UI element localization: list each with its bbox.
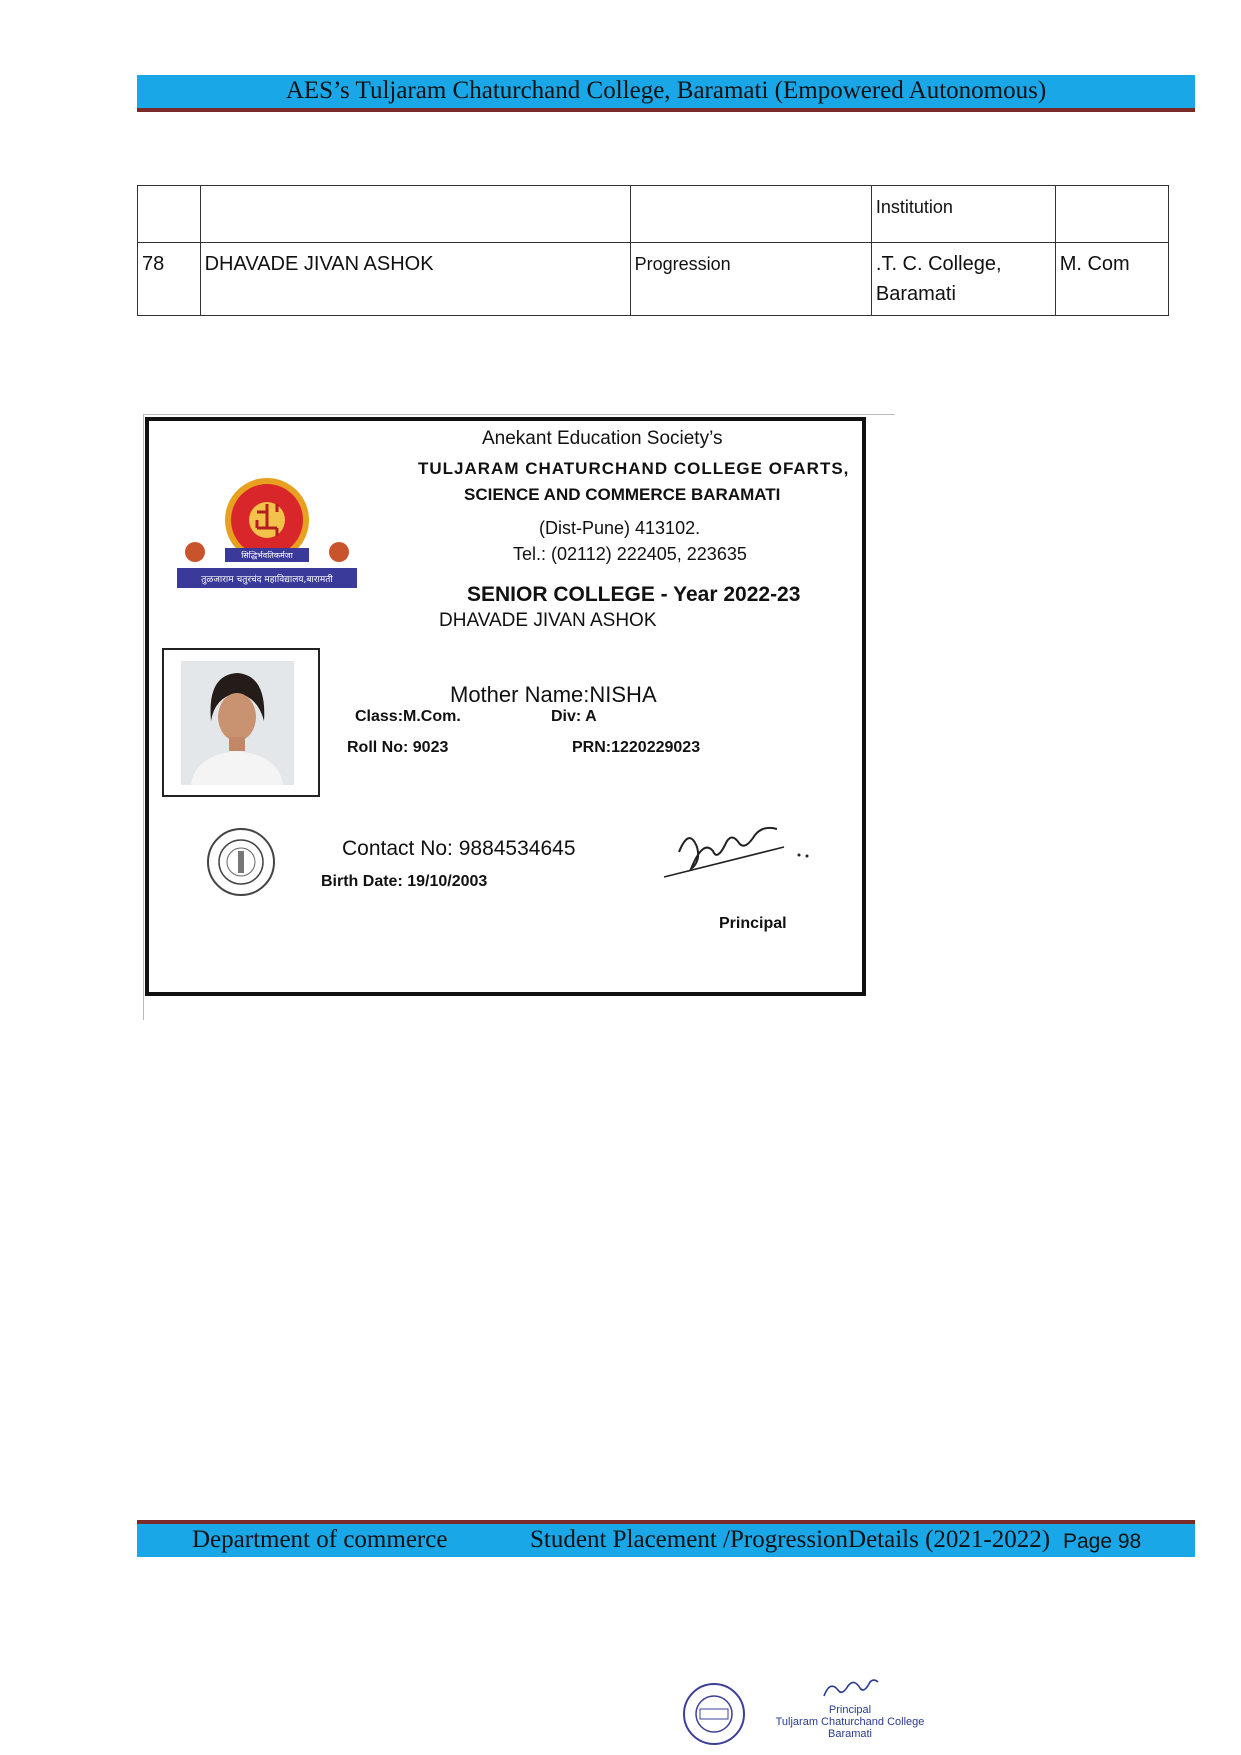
principal-role: Principal xyxy=(828,1704,872,1716)
student-photo-frame xyxy=(162,648,320,797)
principal-signature-icon xyxy=(659,807,819,887)
student-name: DHAVADE JIVAN ASHOK xyxy=(439,610,657,631)
principal-place: Baramati xyxy=(827,1728,873,1740)
table-cell: .T. C. College, Baramati xyxy=(871,243,1055,316)
principal-signature-icon xyxy=(820,1678,880,1702)
college-telephone: Tel.: (02112) 222405, 223635 xyxy=(513,544,747,564)
table-cell xyxy=(1055,186,1168,243)
college-name-line1: TULJARAM CHATURCHAND COLLEGE OFARTS, xyxy=(418,459,850,478)
table-cell xyxy=(200,186,630,243)
college-address: (Dist-Pune) 413102. xyxy=(539,518,701,538)
table-cell: 78 xyxy=(138,243,201,316)
table-row xyxy=(138,186,1169,243)
prn-number: PRN:1220229023 xyxy=(572,739,701,756)
page-footer-band xyxy=(137,1520,1195,1557)
academic-year: SENIOR COLLEGE - Year 2022-23 xyxy=(467,583,801,606)
mother-name: Mother Name:NISHA xyxy=(450,682,657,707)
college-seal-icon xyxy=(206,827,276,897)
table-cell: Progression xyxy=(630,243,871,316)
id-card-image xyxy=(143,414,895,1020)
table-cell xyxy=(630,186,871,243)
page-header-band xyxy=(137,75,1195,112)
footer-page-number: Page 98 xyxy=(1063,1530,1142,1553)
college-logo-icon xyxy=(177,476,357,591)
principal-sign-block xyxy=(770,1678,930,1750)
table-cell: DHAVADE JIVAN ASHOK xyxy=(200,243,630,316)
society-name: Anekant Education Society’s xyxy=(482,428,723,449)
footer-details: Student Placement /ProgressionDetails (2021-2022) xyxy=(530,1526,1051,1553)
table-cell xyxy=(138,186,201,243)
principal-college: Tuljaram Chaturchand College xyxy=(775,1716,925,1728)
page-header-title: AES’s Tuljaram Chaturchand College, Baramati (Empowered Autonomous) xyxy=(285,77,1047,104)
roll-number: Roll No: 9023 xyxy=(347,739,449,756)
college-stamp-icon xyxy=(682,1682,746,1746)
table-row xyxy=(138,243,1169,316)
table-cell: Institution xyxy=(871,186,1055,243)
svg-text:सिद्धिर्भवतिकर्मजा: सिद्धिर्भवतिकर्मजा xyxy=(241,551,293,560)
svg-text:तुळजाराम चतुरचंद महाविद्यालय,ब: तुळजाराम चतुरचंद महाविद्यालय,बारामती xyxy=(201,575,333,585)
student-division: Div: A xyxy=(551,708,597,725)
student-photo xyxy=(181,661,294,785)
student-class: Class:M.Com. xyxy=(355,708,461,725)
footer-department: Department of commerce xyxy=(192,1526,448,1553)
table-cell: M. Com xyxy=(1055,243,1168,316)
progression-table xyxy=(137,185,1169,316)
id-card xyxy=(145,417,866,996)
birth-date: Birth Date: 19/10/2003 xyxy=(321,873,488,890)
contact-number: Contact No: 9884534645 xyxy=(342,837,576,860)
college-name-line2: SCIENCE AND COMMERCE BARAMATI xyxy=(464,485,781,504)
principal-label: Principal xyxy=(719,915,787,932)
